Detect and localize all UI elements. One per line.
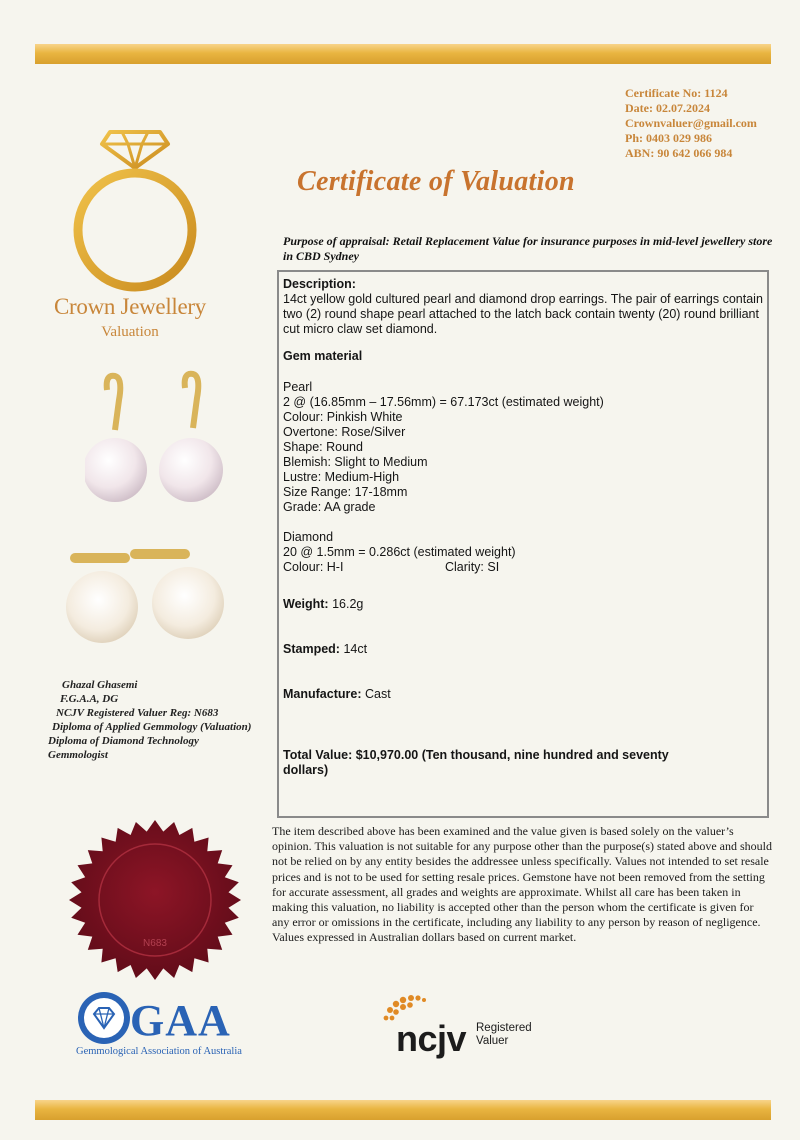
certificate-number: Certificate No: 1124	[625, 86, 728, 100]
valuer-details	[40, 678, 251, 762]
bottom-gold-bar	[35, 1100, 771, 1120]
ncjv-logo-text: ncjv	[396, 1018, 467, 1059]
brand-subtitle: Valuation	[101, 324, 159, 340]
certificate-date: Date: 02.07.2024	[625, 101, 710, 115]
diamond-colour: Colour: H-I	[283, 560, 344, 574]
pearl-line: Overtone: Rose/Silver	[283, 425, 406, 439]
gaa-emblem-icon	[76, 990, 132, 1046]
manufacture-value: Cast	[364, 687, 391, 701]
pearl-line: 2 @ (16.85mm – 17.56mm) = 67.173ct (estimated weight)	[283, 395, 604, 409]
seal-number: N683	[143, 938, 167, 949]
valuer-credential: NCJV Registered Valuer Reg: N683	[56, 707, 219, 719]
certificate-title: Certificate of Valuation	[297, 166, 575, 197]
valuer-credential: Diploma of Diamond Technology	[48, 735, 199, 747]
ncjv-sub-line: Registered	[476, 1022, 532, 1034]
stamped-value: 14ct	[343, 642, 368, 656]
manufacture-row	[283, 687, 763, 702]
manufacture-label: Manufacture:	[283, 687, 362, 701]
ncjv-sub-line: Valuer	[476, 1035, 509, 1047]
contact-email: Crownvaluer@gmail.com	[625, 116, 757, 130]
diamond-colour-clarity	[283, 560, 763, 575]
pearl-line: Shape: Round	[283, 440, 363, 454]
earrings-photo-side	[60, 545, 240, 655]
purpose-of-appraisal: Purpose of appraisal: Retail Replacement Value for insurance purposes in mid-level jewellery store in CBD Sydney	[283, 234, 773, 263]
stamped-row	[283, 642, 763, 657]
contact-block	[625, 86, 757, 161]
disclaimer-text: The item described above has been examined and the value given is based solely on the valuer’s opinion. This valuation is not suitable for any purpose other than the purpose(s) stated above and should not be relied on by any entity besides the addressee unless specifically. Values not intended to set resale prices and is not to be used for setting resale prices. Gemstone have not been removed from the setting for accurate assessment, all grades and weights are approximate. Whilst all care has been taken in making this valuation, no liability is accepted other than the person whom the certificate is given for any error or omissions in the certificate, including any liability to any person by reason of negligence. Values expressed in Australian dollars based on current market.	[272, 824, 773, 945]
weight-row	[283, 597, 763, 612]
ring-logo-icon	[60, 118, 210, 293]
valuer-credential: Diploma of Applied Gemmology (Valuation)	[52, 721, 252, 733]
pearl-line: Blemish: Slight to Medium	[283, 455, 428, 469]
pearl-line: Size Range: 17-18mm	[283, 485, 408, 499]
description-text: 14ct yellow gold cultured pearl and diamond drop earrings. The pair of earrings contain two (2) round shape pearl attached to the latch back contain twenty (20) round brilliant cut micro claw set diamond.	[283, 292, 763, 336]
gem-material-heading: Gem material	[283, 349, 363, 363]
contact-phone: Ph: 0403 029 986	[625, 131, 712, 145]
pearl-line: Colour: Pinkish White	[283, 410, 403, 424]
valuer-credential: Gemmologist	[48, 749, 108, 761]
brand-name: Crown Jewellery	[54, 294, 206, 319]
wax-seal-icon	[62, 812, 248, 988]
earrings-photo-front	[85, 370, 235, 530]
valuer-credential: F.G.A.A, DG	[60, 693, 119, 705]
pearl-line: Grade: AA grade	[283, 500, 376, 514]
description-content	[283, 277, 763, 778]
pearl-line: Lustre: Medium-High	[283, 470, 400, 484]
pearl-heading: Pearl	[283, 380, 313, 394]
valuer-name: Ghazal Ghasemi	[62, 679, 138, 691]
gaa-logo-text: GAA	[130, 996, 231, 1045]
gaa-full-name: Gemmological Association of Australia	[76, 1046, 242, 1057]
stamped-label: Stamped:	[283, 642, 340, 656]
description-heading: Description:	[283, 277, 356, 291]
diamond-line: 20 @ 1.5mm = 0.286ct (estimated weight)	[283, 545, 516, 559]
diamond-heading: Diamond	[283, 530, 334, 544]
total-value: Total Value: $10,970.00 (Ten thousand, nine hundred and seventy dollars)	[283, 748, 669, 777]
ncjv-registered-valuer	[476, 1022, 532, 1048]
diamond-clarity: Clarity: SI	[445, 560, 500, 574]
weight-value: 16.2g	[332, 597, 364, 611]
contact-abn: ABN: 90 642 066 984	[625, 146, 733, 160]
weight-label: Weight:	[283, 597, 329, 611]
top-gold-bar	[35, 44, 771, 64]
